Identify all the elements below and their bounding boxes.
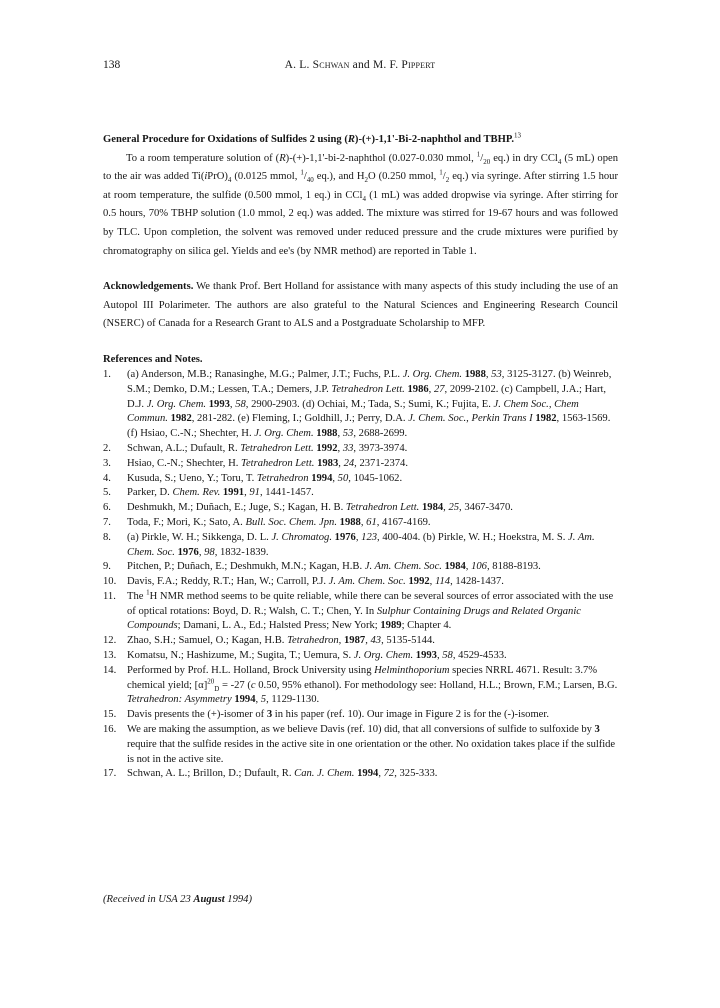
reference-item: 12. Zhao, S.H.; Samuel, O.; Kagan, H.B. Tetrahedron, 1987, 43, 5135-5144. (103, 635, 435, 647)
received-date: (Received in USA 23 August 1994) (103, 894, 253, 905)
references-heading: References and Notes. (103, 353, 203, 365)
reference-item: 2. Schwan, A.L.; Dufault, R. Tetrahedron Lett. 1992, 33, 3973-3974. (103, 442, 408, 454)
running-head-authors: A. L. Schwan and M. F. Pippert (284, 59, 436, 71)
reference-item: 7. Toda, F.; Mori, K.; Sato, A. Bull. Soc. Chem. Jpn. 1988, 61, 4167-4169. (103, 516, 431, 528)
reference-item: 3. Hsiao, C.-N.; Shechter, H. Tetrahedron Lett. 1983, 24, 2371-2374. (103, 457, 409, 469)
reference-item: 1. (a) Anderson, M.B.; Ranasinghe, M.G.; Palmer, J.T.; Fuchs, P.L. J. Org. Chem. 1988, 53, 3125-3127. (b) Weinreb, S.M.; Demko, D.M.; Lessen, T.A.; Demers, J.P. Tetrahedron Lett. 1986, 27, 2099-2102. (c) Campbell, J.A.; Hart, D.J. J. Org. Chem. 1993, 58, 2900-2903. (d) Ochiai, M.; Tada, S.; Sumi, K.; Fujita, E. J. Chem Soc., Chem Commun. 1982, 281-282. (e) Fleming, I.; Goldhill, J.; Perry, D.A. J. Chem. Soc., Perkin Trans I 1982, 1563-1569. (f) Hsiao, C.-N.; Shechter, H. J. Org. Chem. 1988, 53, 2688-2699. (103, 368, 612, 440)
procedure-heading: General Procedure for Oxidations of Sulfides 2 using (R)-(+)-1,1'-Bi-2-naphthol and TBHP.$^{13}$ (103, 131, 522, 145)
reference-item: 10. Davis, F.A.; Reddy, R.T.; Han, W.; Carroll, P.J. J. Am. Chem. Soc. 1992, 114, 1428-1437. (103, 576, 504, 588)
procedure-paragraph: To a room temperature solution of (R)-(+)-1,1'-bi-2-naphthol (0.027-0.030 mmol, $^1/_{20}$ eq.) in dry CCl$_4$ (5 mL) open to the air was added $Ti(iPrO)_4$ (0.0125 mmol, $^1/_{40}$ eq.), and $H_2O$ (0.250 mmol, $^1/_2$ eq.) via syringe. After stirring 1.5 hour at room temperature, the sulfide (0.500 mmol, 1 eq.) in CCl$_4$ (1 mL) was added dropwise via syringe. After stirring for 0.5 hours, 70% TBHP solution (1.0 mmol, 2 eq.) was added. The mixture was stirred for 19-67 hours and was followed by TLC. Upon completion, the solvent was removed under reduced pressure and the crude mixtures were purified by chromatography on silica gel. Yields and ee's (by NMR method) are reported in Table 1. (103, 150, 618, 257)
reference-item: 6. Deshmukh, M.; Duñach, E.; Juge, S.; Kagan, H. B. Tetrahedron Lett. 1984, 25, 3467-3470. (103, 502, 513, 514)
reference-item: 16. We are making the assumption, as we believe Davis (ref. 10) did, that all conversions of sulfide to sulfoxide by 3 require that the sulfide resides in the active site in one orientation or the other. No oxidation takes place if the sulfide is not in the active site. (103, 724, 616, 765)
reference-item: 11. The $^1$H NMR method seems to be quite reliable, while there can be several sources of error associated with the use of optical rotations: Boyd, D. R.; Walsh, C. T.; Chen, Y. In Sulphur Containing Drugs and Related Organic Compounds; Damani, L. A., Ed.; Halsted Press; New York; 1989; Chapter 4. (103, 588, 614, 632)
reference-item: 17. Schwan, A. L.; Brillon, D.; Dufault, R. Can. J. Chem. 1994, 72, 325-333. (103, 768, 438, 780)
reference-item: 8. (a) Pirkle, W. H.; Sikkenga, D. L. J. Chromatog. 1976, 123, 400-404. (b) Pirkle, W. H.; Hoekstra, M. S. J. Am. Chem. Soc. 1976, 98, 1832-1839. (103, 531, 595, 558)
reference-item: 14. Performed by Prof. H.L. Holland, Brock University using Helminthoporium species NRRL 4671. Result: 3.7% chemical yield; $[\alpha]^{20}_D = -27$ (c 0.50, 95% ethanol). For methodology see: Holland, H.L.; Brown, F.M.; Larsen, B.G. Tetrahedron: Asymmetry 1994, 5, 1129-1130. (103, 664, 618, 706)
reference-item: 4. Kusuda, S.; Ueno, Y.; Toru, T. Tetrahedron 1994, 50, 1045-1062. (103, 472, 403, 484)
acknowledgements-heading: Acknowledgements. (103, 281, 194, 293)
reference-item: 5. Parker, D. Chem. Rev. 1991, 91, 1441-1457. (103, 487, 314, 499)
reference-item: 13. Komatsu, N.; Hashizume, M.; Sugita, T.; Uemura, S. J. Org. Chem. 1993, 58, 4529-4533. (103, 650, 507, 662)
acknowledgements-paragraph: Acknowledgements. We thank Prof. Bert Holland for assistance with many aspects of this study including the use of an Autopol III Polarimeter. The authors are also grateful to the Natural Sciences and Engineering Research Council (NSERC) of Canada for a Research Grant to ALS and a Postgraduate Scholarship to MFP. (103, 281, 618, 330)
reference-item: 9. Pitchen, P.; Duñach, E.; Deshmukh, M.N.; Kagan, H.B. J. Am. Chem. Soc. 1984, 106, 8188-8193. (103, 561, 541, 573)
running-header (103, 59, 617, 75)
page-body (103, 131, 618, 782)
reference-item: 15. Davis presents the (+)-isomer of 3 in his paper (ref. 10). Our image in Figure 2 is for the (-)-isomer. (103, 709, 549, 721)
page-number: 138 (103, 59, 121, 71)
